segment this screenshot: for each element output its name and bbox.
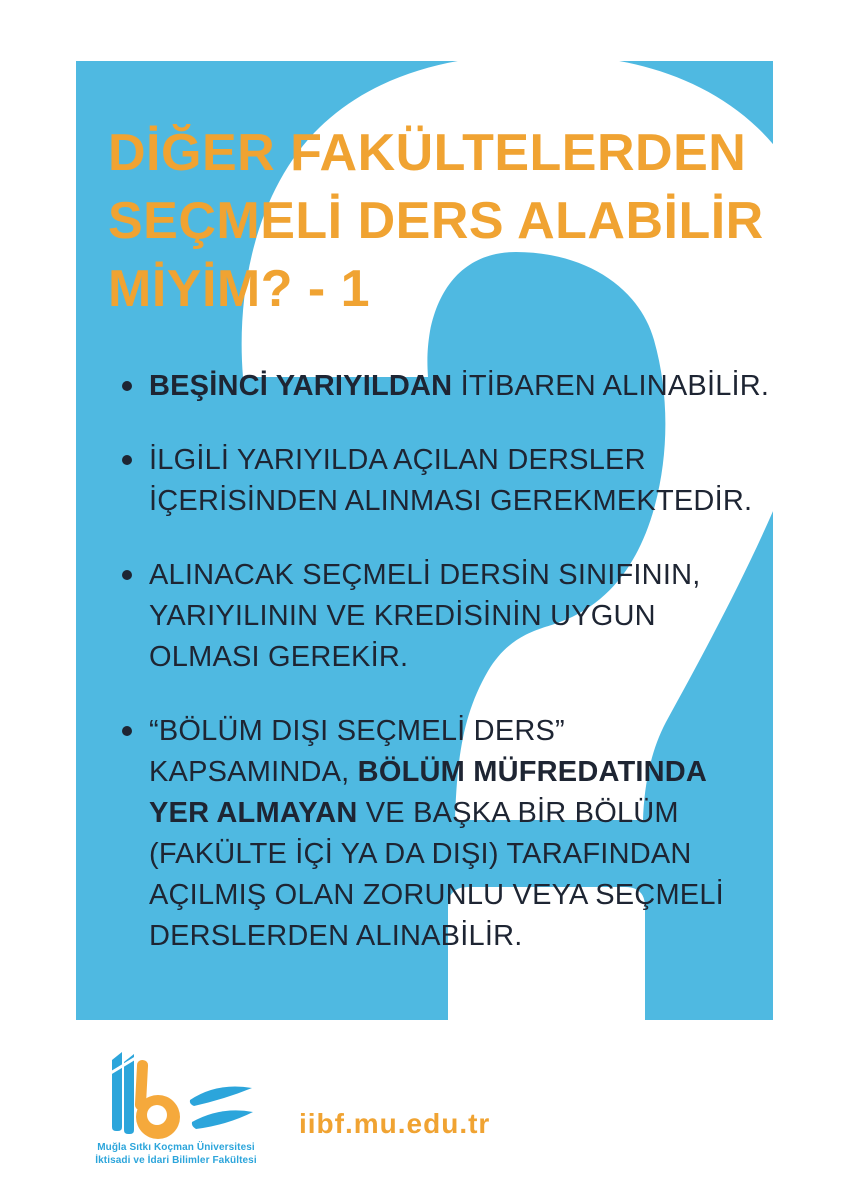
title-line: MİYİM? - 1 bbox=[108, 260, 371, 318]
logo-caption-line1: Muğla Sıtkı Koçman Üniversitesi bbox=[97, 1142, 255, 1153]
bullet-text-bold: BÖLÜM MÜFREDATINDA YER ALMAYAN bbox=[149, 756, 707, 829]
poster-title bbox=[108, 119, 788, 323]
university-logo bbox=[95, 1048, 257, 1167]
title-line: SEÇMELİ DERS ALABİLİR bbox=[108, 192, 764, 250]
bullet-item bbox=[120, 440, 772, 522]
bullet-list bbox=[120, 366, 772, 990]
bullet-text: ALINACAK SEÇMELİ DERSİN SINIFININ, YARIYILININ VE KREDİSİNİN UYGUN OLMASI GEREKİR. bbox=[149, 559, 701, 673]
bullet-text: İLGİLİ YARIYILDA AÇILAN DERSLER İÇERİSİNDEN ALINMASI GEREKMEKTEDİR. bbox=[149, 444, 753, 517]
bullet-item bbox=[120, 366, 772, 407]
website-url: iibf.mu.edu.tr bbox=[299, 1108, 491, 1139]
bullet-item bbox=[120, 711, 772, 957]
logo-caption-line2: İktisadi ve İdari Bilimler Fakültesi bbox=[95, 1154, 257, 1166]
iibf-logo-icon bbox=[95, 1048, 257, 1140]
bullet-marker-icon bbox=[122, 381, 132, 391]
bullet-text-bold: BEŞİNCİ YARIYILDAN bbox=[149, 370, 453, 402]
title-line: DİĞER FAKÜLTELERDEN bbox=[108, 124, 747, 182]
bullet-text: İTİBAREN ALINABİLİR. bbox=[452, 370, 770, 402]
bullet-marker-icon bbox=[122, 726, 132, 736]
bullet-item bbox=[120, 555, 772, 678]
bullet-marker-icon bbox=[122, 455, 132, 465]
bullet-marker-icon bbox=[122, 570, 132, 580]
bullet-text: “BÖLÜM DIŞI SEÇMELİ DERS” KAPSAMINDA, bbox=[149, 715, 565, 788]
bullet-text: VE BAŞKA BİR BÖLÜM (FAKÜLTE İÇİ YA DA DIŞI) TARAFINDAN AÇILMIŞ OLAN ZORUNLU VEYA SEÇMELİ DERSLERDEN ALINABİLİR. bbox=[149, 797, 724, 952]
